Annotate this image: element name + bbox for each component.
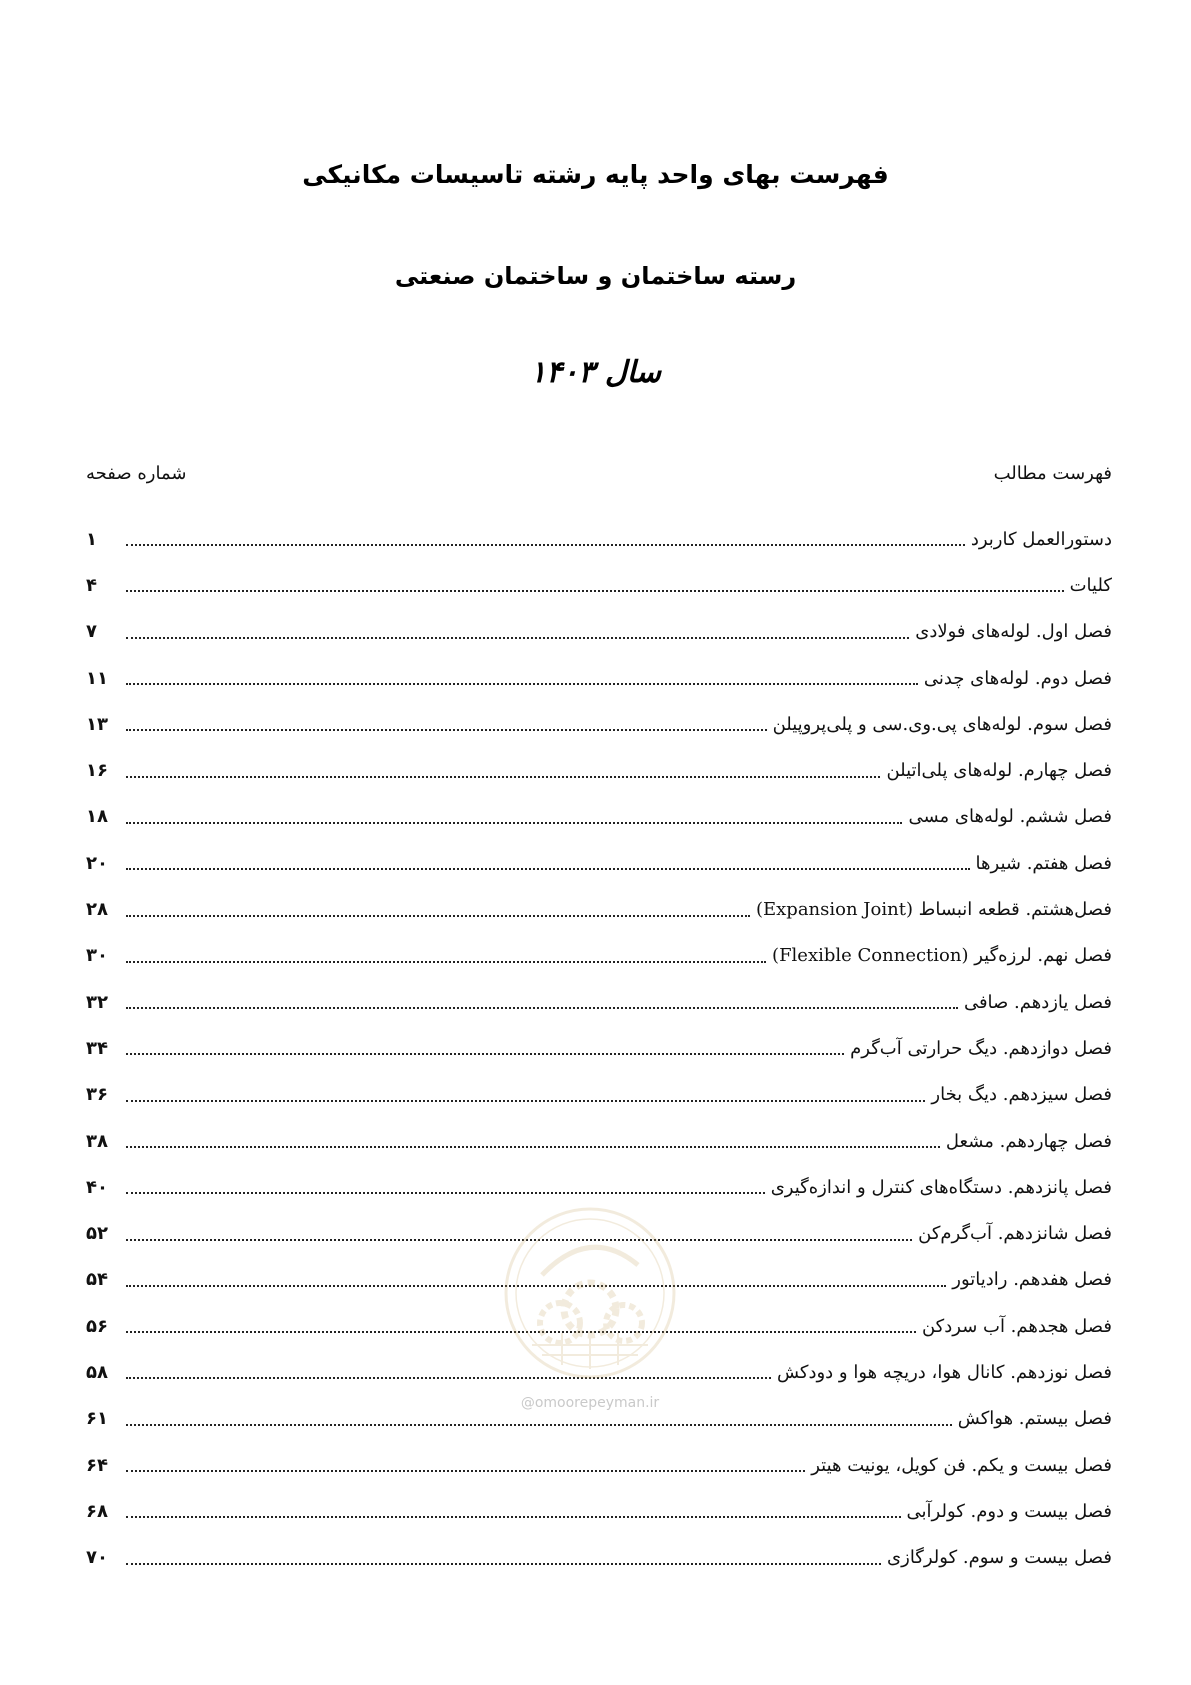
toc-entry-page-number: ۲۸ [86,899,108,921]
toc-entry-page-number: ۱۸ [86,806,108,828]
toc-entry-label: فصل بیست و سوم. کولرگازی [887,1547,1112,1569]
toc-entry-page-number: ۵۸ [86,1361,108,1383]
toc-entry[interactable] [86,1488,1112,1534]
toc-entry-label: فصل دوم. لوله‌های چدنی [923,667,1112,689]
toc-entry[interactable] [86,1164,1112,1210]
toc-entry-label: دستورالعمل کاربرد [970,528,1112,550]
toc-entry-page-number: ۵۴ [86,1269,108,1291]
toc-entry[interactable] [86,1210,1112,1256]
dot-leader [126,961,766,963]
toc-entry[interactable] [86,1118,1112,1164]
page-number-label: شماره صفحه [86,462,187,484]
toc-entry-page-number: ۵۶ [86,1315,108,1337]
dot-leader [126,683,918,685]
toc-entry-page-number: ۱۱ [86,667,108,689]
dot-leader [126,1007,958,1009]
toc-entry-page-number: ۷ [86,621,97,643]
toc-entry[interactable] [86,840,1112,886]
toc-entry-page-number: ۷۰ [86,1547,108,1569]
toc-entry[interactable] [86,1072,1112,1118]
contents-label: فهرست مطالب [993,462,1112,484]
toc-entry[interactable] [86,516,1112,562]
toc-entry[interactable] [86,794,1112,840]
toc-entry-page-number: ۳۸ [86,1130,108,1152]
toc-entry-label: فصل ششم. لوله‌های مسی [908,806,1112,828]
dot-leader [126,1239,912,1241]
toc-entry[interactable] [86,1303,1112,1349]
toc-entry-page-number: ۳۲ [86,991,108,1013]
table-of-contents [86,516,1112,1581]
toc-entry-page-number: ۴ [86,574,97,596]
dot-leader [126,544,965,546]
toc-entry[interactable] [86,655,1112,701]
toc-entry[interactable] [86,1349,1112,1395]
toc-entry[interactable] [86,747,1112,793]
toc-entry-label: فصل بیستم. هواکش [957,1408,1112,1430]
toc-entry-label: فصل سیزدهم. دیگ بخار [931,1084,1112,1106]
dot-leader [126,822,902,824]
toc-entry[interactable] [86,1442,1112,1488]
dot-leader [126,1285,946,1287]
toc-entry-label: فصل بیست و دوم. کولرآبی [906,1500,1112,1522]
toc-entry-label: فصل‌هشتم. قطعه انبساط (Expansion Joint) [755,899,1112,921]
toc-entry-page-number: ۱۶ [86,760,108,782]
toc-entry-label: فصل هفتم. شیرها [975,852,1112,874]
dot-leader [126,915,750,917]
toc-entry-page-number: ۱ [86,528,97,550]
toc-entry-page-number: ۲۰ [86,852,108,874]
toc-entry-label: فصل سوم. لوله‌های پی.وی.سی و پلی‌پروپیلن [772,713,1112,735]
dot-leader [126,1377,771,1379]
toc-entry-page-number: ۳۴ [86,1037,108,1059]
dot-leader [126,1100,925,1102]
toc-header [86,458,1112,488]
toc-entry[interactable] [86,609,1112,655]
toc-entry-label: فصل چهاردهم. مشعل [945,1130,1112,1152]
document-year: سال ۱۴۰۳ [530,355,661,390]
dot-leader [126,1516,901,1518]
toc-entry-page-number: ۳۶ [86,1084,108,1106]
toc-entry-page-number: ۱۳ [86,713,108,735]
toc-entry-label: کلیات [1069,574,1112,596]
toc-entry-page-number: ۶۱ [86,1408,108,1430]
dot-leader [126,776,880,778]
toc-entry-label: فصل نهم. لرزه‌گیر (Flexible Connection) [772,945,1112,967]
toc-entry[interactable] [86,1535,1112,1581]
document-subtitle: رسته ساختمان و ساختمان صنعتی [394,262,797,290]
toc-entry-label: فصل پانزدهم. دستگاه‌های کنترل و اندازه‌گیری [770,1176,1112,1198]
toc-entry-page-number: ۳۰ [86,945,108,967]
dot-leader [126,590,1064,592]
dot-leader [126,1146,940,1148]
toc-entry-page-number: ۴۰ [86,1176,108,1198]
toc-entry[interactable] [86,701,1112,747]
dot-leader [126,1424,952,1426]
dot-leader [126,868,970,870]
toc-entry-label: فصل یازدهم. صافی [963,991,1112,1013]
toc-entry-label: فصل نوزدهم. کانال هوا، دریچه هوا و دودکش [776,1361,1112,1383]
toc-entry-page-number: ۶۸ [86,1500,108,1522]
toc-entry[interactable] [86,1257,1112,1303]
dot-leader [126,729,767,731]
toc-entry-label: فصل هجدهم. آب سردکن [921,1315,1112,1337]
dot-leader [126,1192,765,1194]
toc-entry-label: فصل چهارم. لوله‌های پلی‌اتیلن [886,760,1112,782]
dot-leader [126,1331,916,1333]
toc-entry[interactable] [86,1025,1112,1071]
toc-entry-label: فصل بیست و یکم. فن کویل، یونیت هیتر [811,1454,1112,1476]
dot-leader [126,1470,805,1472]
document-title: فهرست بهای واحد پایه رشته تاسیسات مکانیکی [302,160,889,189]
toc-entry[interactable] [86,562,1112,608]
watermark-text: @omoorepeyman.ir [520,1395,660,1411]
toc-entry-page-number: ۶۴ [86,1454,108,1476]
dot-leader [126,637,909,639]
toc-entry-label: فصل هفدهم. رادیاتور [952,1269,1112,1291]
toc-entry[interactable] [86,979,1112,1025]
toc-entry-label: فصل دوازدهم. دیگ حرارتی آب‌گرم [850,1037,1112,1059]
toc-entry-page-number: ۵۲ [86,1223,108,1245]
toc-entry-label: فصل اول. لوله‌های فولادی [915,621,1112,643]
toc-entry[interactable] [86,933,1112,979]
dot-leader [126,1053,844,1055]
toc-entry[interactable] [86,886,1112,932]
dot-leader [126,1563,881,1565]
toc-entry-label: فصل شانزدهم. آب‌گرم‌کن [918,1223,1112,1245]
